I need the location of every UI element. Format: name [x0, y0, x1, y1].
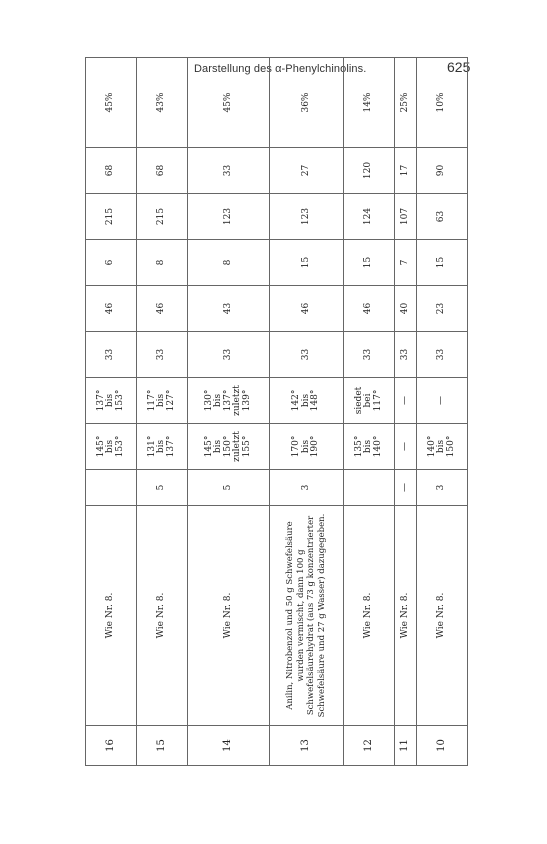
col-e: 40 [394, 286, 416, 332]
col-d: 33 [343, 332, 394, 378]
col-b-temp: 131° bis 137° [137, 424, 188, 470]
experiment-number: 13 [269, 726, 343, 766]
table-body [86, 58, 471, 766]
col-c-temp: 142° bis 148° [269, 378, 343, 424]
table-row [137, 58, 188, 766]
method-description: Wie Nr. 8. [343, 506, 394, 726]
table-row [188, 58, 270, 766]
rotated-table-container [85, 92, 468, 766]
col-f: 6 [86, 240, 137, 286]
col-g: 215 [137, 194, 188, 240]
col-h: 90 [416, 148, 467, 194]
method-description: Wie Nr. 8. [188, 506, 270, 726]
method-description: Wie Nr. 8. [394, 506, 416, 726]
method-description: Wie Nr. 8. [137, 506, 188, 726]
col-a: 5 [188, 470, 270, 506]
col-a: — [394, 470, 416, 506]
col-c-temp: — [394, 378, 416, 424]
col-c-temp: — [416, 378, 467, 424]
col-g: 63 [416, 194, 467, 240]
yield-percent: 14% [343, 58, 394, 148]
yield-percent: 45% [188, 58, 270, 148]
col-d: 33 [394, 332, 416, 378]
running-header-title: Darstellung des α-Phenylchinolins. [194, 63, 367, 75]
data-table [85, 57, 471, 766]
col-f: 8 [188, 240, 270, 286]
experiment-number: 12 [343, 726, 394, 766]
col-a [343, 470, 394, 506]
yield-percent: 10% [416, 58, 467, 148]
col-g: 124 [343, 194, 394, 240]
col-h: 17 [394, 148, 416, 194]
col-h: 27 [269, 148, 343, 194]
col-a: 3 [416, 470, 467, 506]
method-description: Wie Nr. 8. [416, 506, 467, 726]
method-description: Anilin, Nitrobenzol und 50 g Schwefelsäure wurden vermischt, dann 100 g Schwefelsäurehydrat (aus 73 g konzentrierter Schwefelsäure und 27 g Wasser) dazugegeben. [269, 506, 343, 726]
table-row [343, 58, 394, 766]
experiment-number: 14 [188, 726, 270, 766]
table-row [416, 58, 467, 766]
col-d: 33 [188, 332, 270, 378]
experiment-number: 15 [137, 726, 188, 766]
col-e: 46 [269, 286, 343, 332]
col-e: 46 [343, 286, 394, 332]
method-description: Wie Nr. 8. [86, 506, 137, 726]
yield-percent: 25% [394, 58, 416, 148]
col-e: 43 [188, 286, 270, 332]
experiment-number: 10 [416, 726, 467, 766]
experiment-number: 16 [86, 726, 137, 766]
experiment-number: 11 [394, 726, 416, 766]
col-g: 107 [394, 194, 416, 240]
yield-percent: 45% [86, 58, 137, 148]
col-b-temp: 135° bis 140° [343, 424, 394, 470]
col-g: 215 [86, 194, 137, 240]
table-row [86, 58, 137, 766]
col-f: 15 [343, 240, 394, 286]
col-e: 23 [416, 286, 467, 332]
col-a [86, 470, 137, 506]
col-d: 33 [416, 332, 467, 378]
table-row [269, 58, 343, 766]
col-h: 68 [137, 148, 188, 194]
col-h: 33 [188, 148, 270, 194]
col-c-temp: 137° bis 153° [86, 378, 137, 424]
col-d: 33 [86, 332, 137, 378]
col-h: 68 [86, 148, 137, 194]
yield-percent: 43% [137, 58, 188, 148]
col-f: 8 [137, 240, 188, 286]
col-f: 15 [416, 240, 467, 286]
col-d: 33 [269, 332, 343, 378]
page-number: 625 [447, 59, 471, 75]
col-e: 46 [137, 286, 188, 332]
col-c-temp: siedet bei 117° [343, 378, 394, 424]
col-b-temp: 140° bis 150° [416, 424, 467, 470]
col-g: 123 [188, 194, 270, 240]
col-c-temp: 117° bis 127° [137, 378, 188, 424]
col-d: 33 [137, 332, 188, 378]
col-b-temp: — [394, 424, 416, 470]
col-f: 7 [394, 240, 416, 286]
rotated-table [85, 92, 468, 766]
col-f: 15 [269, 240, 343, 286]
col-b-temp: 170° bis 190° [269, 424, 343, 470]
col-e: 46 [86, 286, 137, 332]
yield-percent: 36% [269, 58, 343, 148]
col-g: 123 [269, 194, 343, 240]
col-a: 5 [137, 470, 188, 506]
col-a: 3 [269, 470, 343, 506]
col-b-temp: 145° bis 150° zuletzt 155° [188, 424, 270, 470]
col-c-temp: 130° bis 137° zuletzt 139° [188, 378, 270, 424]
col-h: 120 [343, 148, 394, 194]
col-b-temp: 145° bis 153° [86, 424, 137, 470]
table-row [394, 58, 416, 766]
